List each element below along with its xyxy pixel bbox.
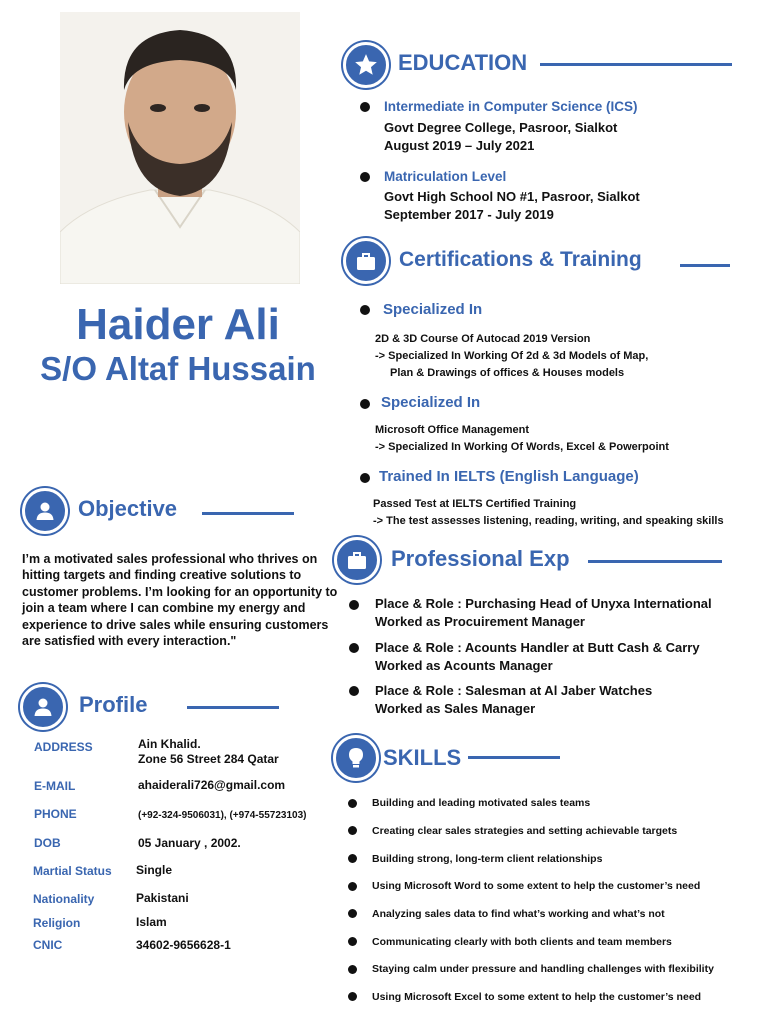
education-heading: EDUCATION [398, 50, 528, 75]
bullet [348, 882, 357, 891]
section-divider [468, 756, 560, 759]
bullet [348, 909, 357, 918]
skill-item: Creating clear sales strategies and setting achievable targets [372, 825, 678, 837]
bullet [348, 799, 357, 808]
cnic-value: 34602-9656628-1 [136, 938, 231, 952]
briefcase-icon [334, 537, 380, 583]
phone-label: PHONE [34, 807, 77, 821]
user-icon [20, 684, 66, 730]
dob-value: 05 January , 2002. [138, 836, 241, 850]
bullet [360, 473, 370, 483]
address-line2: Zone 56 Street 284 Qatar [138, 752, 279, 766]
religion-label: Religion [33, 916, 81, 930]
certification-heading: Specialized In [383, 301, 483, 318]
candidate-father-name: S/O Altaf Hussain [40, 350, 316, 387]
phone-value: (+92-324-9506031), (+974-55723103) [138, 810, 307, 821]
certification-line: -> Specialized In Working Of 2d & 3d Models of Map, [375, 350, 649, 362]
email-value: ahaiderali726@gmail.com [138, 778, 286, 792]
email-label: E-MAIL [34, 779, 76, 793]
bullet [348, 854, 357, 863]
bullet [349, 600, 359, 610]
skill-item: Building and leading motivated sales teams [372, 797, 591, 809]
address-line1: Ain Khalid. [138, 737, 201, 751]
section-divider [588, 560, 722, 563]
section-divider [540, 63, 732, 66]
religion-value: Islam [136, 915, 167, 929]
certification-line: Passed Test at IELTS Certified Training [373, 498, 577, 510]
bullet [348, 826, 357, 835]
address-label: ADDRESS [34, 740, 93, 754]
skill-item: Using Microsoft Excel to some extent to help the customer’s need [372, 991, 702, 1003]
star-icon [343, 42, 389, 88]
marital-status-label: Martial Status [33, 864, 112, 878]
section-divider [187, 706, 279, 709]
certification-line: 2D & 3D Course Of Autocad 2019 Version [375, 333, 591, 345]
experience-heading: Professional Exp [391, 546, 570, 571]
dob-label: DOB [34, 836, 61, 850]
objective-heading: Objective [78, 496, 178, 521]
experience-role: Worked as Sales Manager [375, 701, 536, 716]
certification-heading: Trained In IELTS (English Language) [379, 468, 639, 485]
profile-photo [60, 12, 300, 284]
bullet [360, 172, 370, 182]
skill-item: Staying calm under pressure and handling challenges with flexibility [372, 963, 714, 975]
education-degree: Intermediate in Computer Science (ICS) [384, 99, 638, 114]
section-divider [680, 264, 730, 267]
skill-item: Analyzing sales data to find what’s working and what’s not [372, 908, 665, 920]
education-dates: September 2017 - July 2019 [384, 207, 554, 222]
skill-item: Using Microsoft Word to some extent to help the customer’s need [372, 880, 701, 892]
bullet [348, 992, 357, 1001]
certification-line: Microsoft Office Management [375, 424, 530, 436]
education-dates: August 2019 – July 2021 [384, 138, 535, 153]
bullet [349, 643, 359, 653]
objective-text: I’m a motivated sales professional who thrives on hitting targets and finding creative solutions to customer problems. I’m looking for an opportunity to join a team where I can combine my energy and experience to drive sales while ensuring customers are satisfied with every interaction." [22, 552, 338, 649]
briefcase-icon [343, 238, 389, 284]
section-divider [202, 512, 294, 515]
certifications-heading: Certifications & Training [399, 248, 642, 271]
experience-role: Worked as Acounts Manager [375, 658, 553, 673]
user-icon [22, 488, 68, 534]
skills-heading: SKILLS [383, 745, 462, 770]
skill-item: Building strong, long-term client relationships [372, 853, 603, 865]
certification-line: -> The test assesses listening, reading, writing, and speaking skills [373, 515, 724, 527]
nationality-value: Pakistani [136, 891, 189, 905]
education-school: Govt Degree College, Pasroor, Sialkot [384, 120, 618, 135]
certification-line: -> Specialized In Working Of Words, Excel & Powerpoint [375, 441, 669, 453]
profile-heading: Profile [79, 692, 148, 717]
bullet [360, 399, 370, 409]
bullet [360, 102, 370, 112]
marital-status-value: Single [136, 863, 173, 877]
nationality-label: Nationality [33, 892, 95, 906]
skill-item: Communicating clearly with both clients and team members [372, 936, 672, 948]
bullet [360, 305, 370, 315]
experience-place: Place & Role : Acounts Handler at Butt Cash & Carry [375, 640, 700, 655]
certification-line: Plan & Drawings of offices & Houses models [390, 367, 625, 379]
education-school: Govt High School NO #1, Pasroor, Sialkot [384, 189, 640, 204]
experience-place: Place & Role : Purchasing Head of Unyxa International [375, 596, 712, 611]
bullet [348, 965, 357, 974]
bullet [349, 686, 359, 696]
cnic-label: CNIC [33, 938, 63, 952]
experience-role: Worked as Procuirement Manager [375, 614, 585, 629]
certification-heading: Specialized In [381, 394, 481, 411]
education-degree: Matriculation Level [384, 169, 507, 184]
experience-place: Place & Role : Salesman at Al Jaber Watches [375, 683, 653, 698]
bullet [348, 937, 357, 946]
candidate-name: Haider Ali [76, 300, 280, 349]
lightbulb-icon [333, 735, 379, 781]
